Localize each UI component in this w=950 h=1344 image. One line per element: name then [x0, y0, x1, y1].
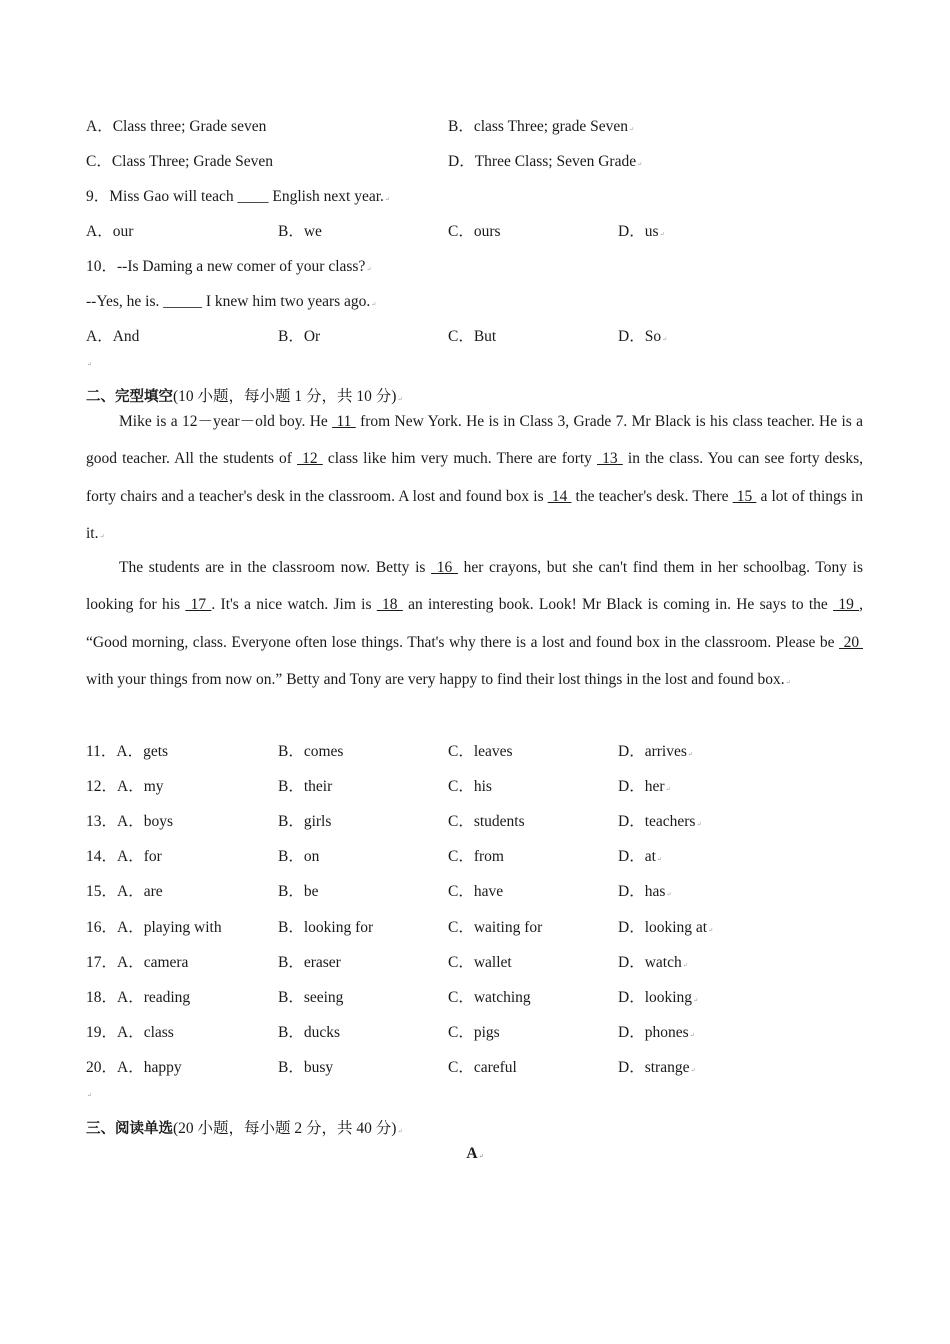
- part-a-label: A↵: [466, 1145, 484, 1162]
- cloze-option-d: D．looking at↵: [618, 919, 714, 936]
- cloze-option-c: C．have: [448, 883, 504, 900]
- cloze-option-a: 17．A．camera: [86, 954, 189, 971]
- cloze-option-a: 19．A．class: [86, 1024, 174, 1041]
- cloze-option-b: B．looking for: [278, 919, 374, 936]
- cloze-option-b: B．busy: [278, 1059, 334, 1076]
- cloze-option-b: B．their: [278, 778, 333, 795]
- blank-13: 13: [597, 450, 623, 468]
- cloze-option-a: 14．A．for: [86, 848, 162, 865]
- cloze-option-d: D．her↵: [618, 778, 671, 795]
- cloze-option-d: D．strange↵: [618, 1059, 696, 1076]
- cloze-option-c: C．careful: [448, 1059, 517, 1076]
- cloze-option-b: B．comes: [278, 743, 344, 760]
- cloze-option-b: B．ducks: [278, 1024, 341, 1041]
- cloze-option-c: C．leaves: [448, 743, 513, 760]
- cloze-option-d: D．has↵: [618, 883, 672, 900]
- q9-option-c: C．ours: [448, 223, 501, 240]
- cloze-option-a: 18．A．reading: [86, 989, 191, 1006]
- cloze-option-a: 16．A．playing with: [86, 919, 222, 936]
- q10-option-a: A．And: [86, 328, 140, 345]
- section-2-heading: 二、完型填空(10 小题，每小题 1 分，共 10 分)↵: [86, 388, 403, 405]
- q9-option-a: A．our: [86, 223, 134, 240]
- q10-stem: 10．--Is Daming a new comer of your class?↵: [86, 258, 372, 275]
- cloze-option-a: 12．A．my: [86, 778, 164, 795]
- cloze-option-d: D．phones↵: [618, 1024, 695, 1041]
- cloze-option-b: B．on: [278, 848, 320, 865]
- cloze-option-c: C．from: [448, 848, 504, 865]
- q10-option-b: B．Or: [278, 328, 321, 345]
- cloze-option-b: B．seeing: [278, 989, 344, 1006]
- q8-option-a: A．Class three; Grade seven: [86, 118, 267, 135]
- cloze-option-b: B．be: [278, 883, 319, 900]
- cloze-option-d: D．at↵: [618, 848, 662, 865]
- q10-option-c: C．But: [448, 328, 497, 345]
- cloze-option-c: C．pigs: [448, 1024, 500, 1041]
- q8-option-c: C．Class Three; Grade Seven: [86, 153, 273, 170]
- cloze-option-d: D．arrives↵: [618, 743, 693, 760]
- q10-option-d: D．So↵: [618, 328, 668, 345]
- cloze-option-c: C．waiting for: [448, 919, 543, 936]
- blank-16: 16: [431, 559, 458, 576]
- paragraph-mark: ↵: [87, 1093, 93, 1099]
- cloze-option-c: C．students: [448, 813, 525, 830]
- blank-15: 15: [732, 487, 757, 505]
- cloze-option-a: 20．A．happy: [86, 1059, 182, 1076]
- cloze-option-d: D．looking↵: [618, 989, 699, 1006]
- cloze-option-d: D．teachers↵: [618, 813, 702, 830]
- cloze-option-c: C．wallet: [448, 954, 512, 971]
- blank-14: 14: [547, 487, 572, 505]
- blank-18: 18: [376, 596, 403, 614]
- cloze-option-a: 11．A．gets: [86, 743, 169, 760]
- q9-option-b: B．we: [278, 223, 322, 240]
- blank-17: 17: [185, 596, 212, 614]
- q8-option-b: B．class Three; grade Seven↵: [448, 118, 635, 135]
- q9-stem: 9．Miss Gao will teach ____ English next year.↵: [86, 188, 390, 205]
- passage-paragraph-2: The students are in the classroom now. Betty is 16 her crayons, but she can't find them in her schoolbag. Tony is looking for his 17 . It's a nice watch. Jim is 18 an interesting book. Look! Mr Black is coming in. He says to the 19 , “Good morning, class. Everyone often lose things. That's why there is a lost and found box in the classroom. Please be 20 with your things from now on.” Betty and Tony are very happy to find their lost things in the lost and found box.↵: [86, 559, 864, 688]
- blank-12: 12: [297, 450, 323, 468]
- cloze-option-d: D．watch↵: [618, 954, 688, 971]
- blank-19: 19: [833, 596, 860, 614]
- cloze-option-b: B．girls: [278, 813, 332, 830]
- q10-reply: --Yes, he is. _____ I knew him two years ago.↵: [86, 293, 377, 310]
- cloze-option-c: C．his: [448, 778, 492, 795]
- q8-option-d: D．Three Class; Seven Grade↵: [448, 153, 643, 170]
- paragraph-mark: ↵: [87, 362, 93, 368]
- passage-paragraph-1: Mike is a 12－year－old boy. He 11 from New York. He is in Class 3, Grade 7. Mr Black is his class teacher. He is a good teacher. All the students of 12 class like him very much. There are forty 13 in the class. You can see forty desks, forty chairs and a teacher's desk in the classroom. A lost and found box is 14 the teacher's desk. There 15 a lot of things in it.↵: [86, 413, 863, 542]
- cloze-option-a: 13．A．boys: [86, 813, 173, 830]
- blank-11: 11: [332, 413, 356, 430]
- cloze-option-b: B．eraser: [278, 954, 341, 971]
- q9-option-d: D．us↵: [618, 223, 665, 240]
- blank-20: 20: [839, 633, 863, 651]
- cloze-option-c: C．watching: [448, 989, 531, 1006]
- section-3-heading: 三、阅读单选(20 小题，每小题 2 分，共 40 分)↵: [86, 1120, 403, 1137]
- cloze-option-a: 15．A．are: [86, 883, 163, 900]
